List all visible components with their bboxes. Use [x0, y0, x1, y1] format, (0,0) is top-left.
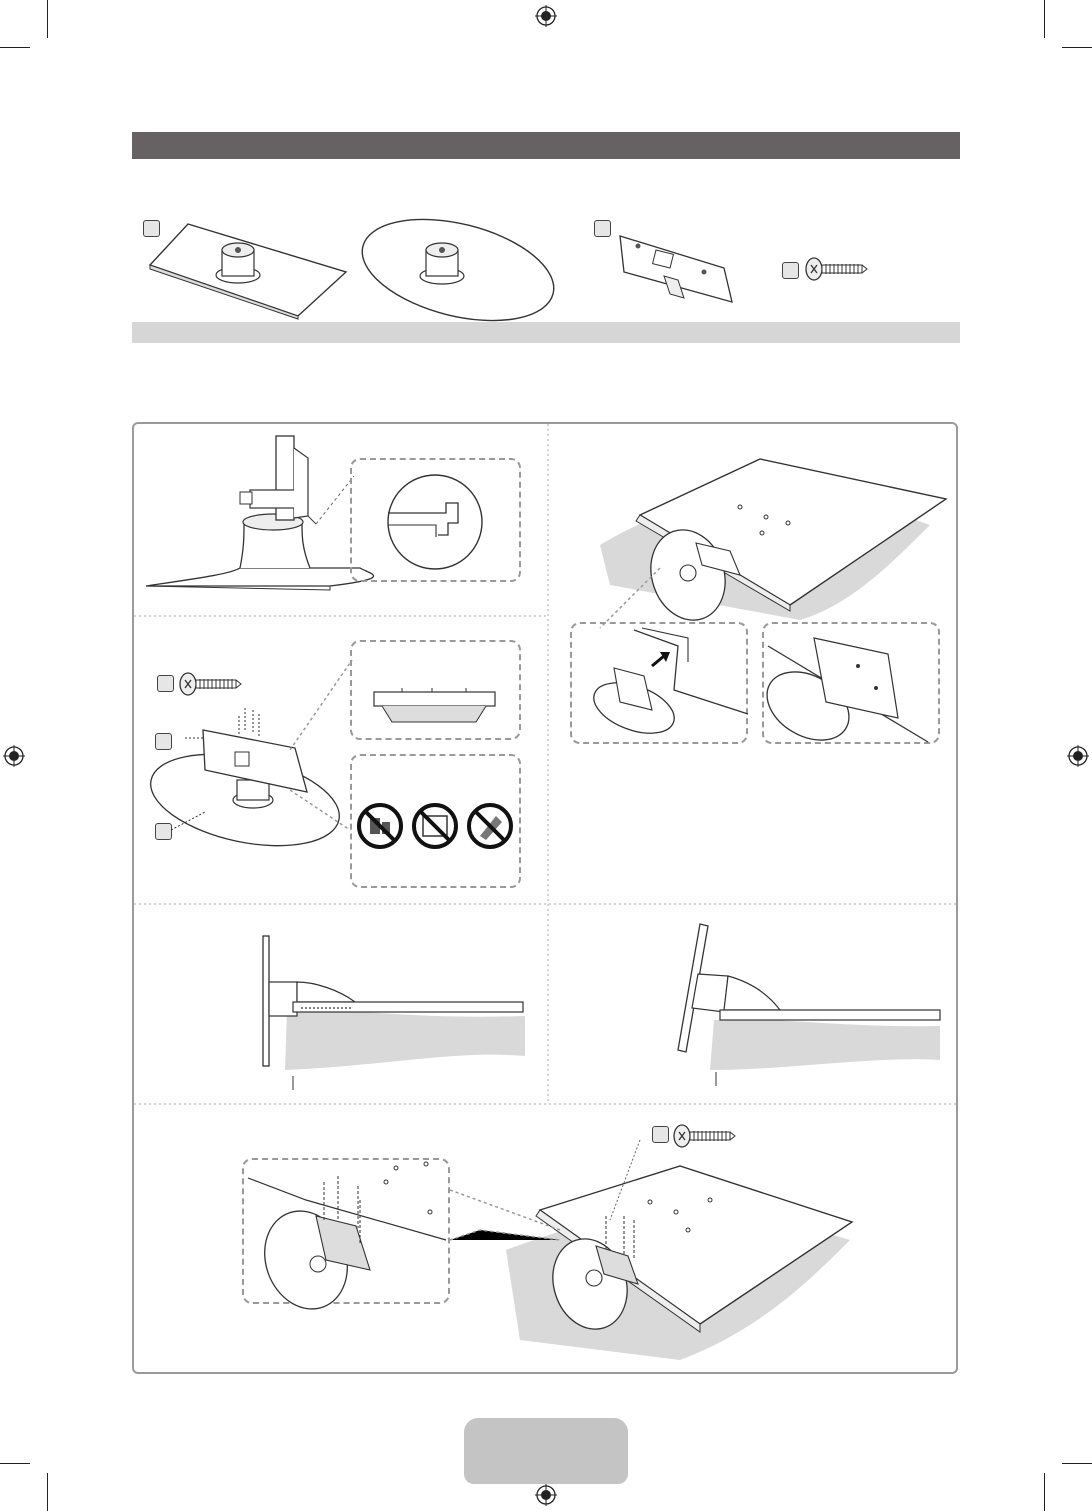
stand-guide-bracket-icon	[614, 228, 744, 308]
registration-target-icon	[1067, 745, 1089, 767]
crop-mark	[1062, 47, 1092, 48]
section-title-bar	[132, 132, 960, 159]
no-excessive-force-icon	[411, 802, 459, 850]
guide-bracket-front-view	[372, 686, 497, 726]
crop-mark	[1062, 1463, 1092, 1464]
registration-target-icon	[535, 5, 557, 27]
crop-mark	[47, 1473, 48, 1511]
stand-base-oval-icon	[358, 220, 558, 320]
step1-detail-magnifier	[386, 473, 484, 571]
callout-leader	[440, 1140, 670, 1260]
section-subtitle-bar	[132, 322, 960, 343]
callout-leader	[290, 660, 360, 840]
crop-mark	[1044, 0, 1045, 38]
callout-leader	[600, 568, 670, 638]
registration-target-icon	[3, 745, 25, 767]
no-pliers-icon	[356, 802, 404, 850]
screw-icon	[672, 1122, 736, 1150]
step5-side-view-incorrect	[670, 920, 945, 1100]
part-number-box	[594, 220, 611, 237]
screw-icon	[178, 670, 242, 698]
step3-seated-detail	[768, 626, 938, 742]
crop-mark	[1044, 1473, 1045, 1511]
no-lubricant-icon	[466, 802, 514, 850]
step3-insert-detail	[578, 626, 748, 742]
step6-detail-illustration	[246, 1160, 446, 1300]
page-number-tab	[464, 1418, 628, 1484]
part-number-box	[782, 262, 799, 279]
step4-side-view-correct	[255, 930, 530, 1100]
registration-target-icon	[535, 1484, 557, 1506]
part-number-box	[157, 675, 174, 692]
crop-mark	[0, 1463, 30, 1464]
stand-base-rectangular-icon	[148, 220, 348, 320]
crop-mark	[47, 0, 48, 38]
crop-mark	[0, 47, 30, 48]
screw-icon	[804, 255, 868, 283]
